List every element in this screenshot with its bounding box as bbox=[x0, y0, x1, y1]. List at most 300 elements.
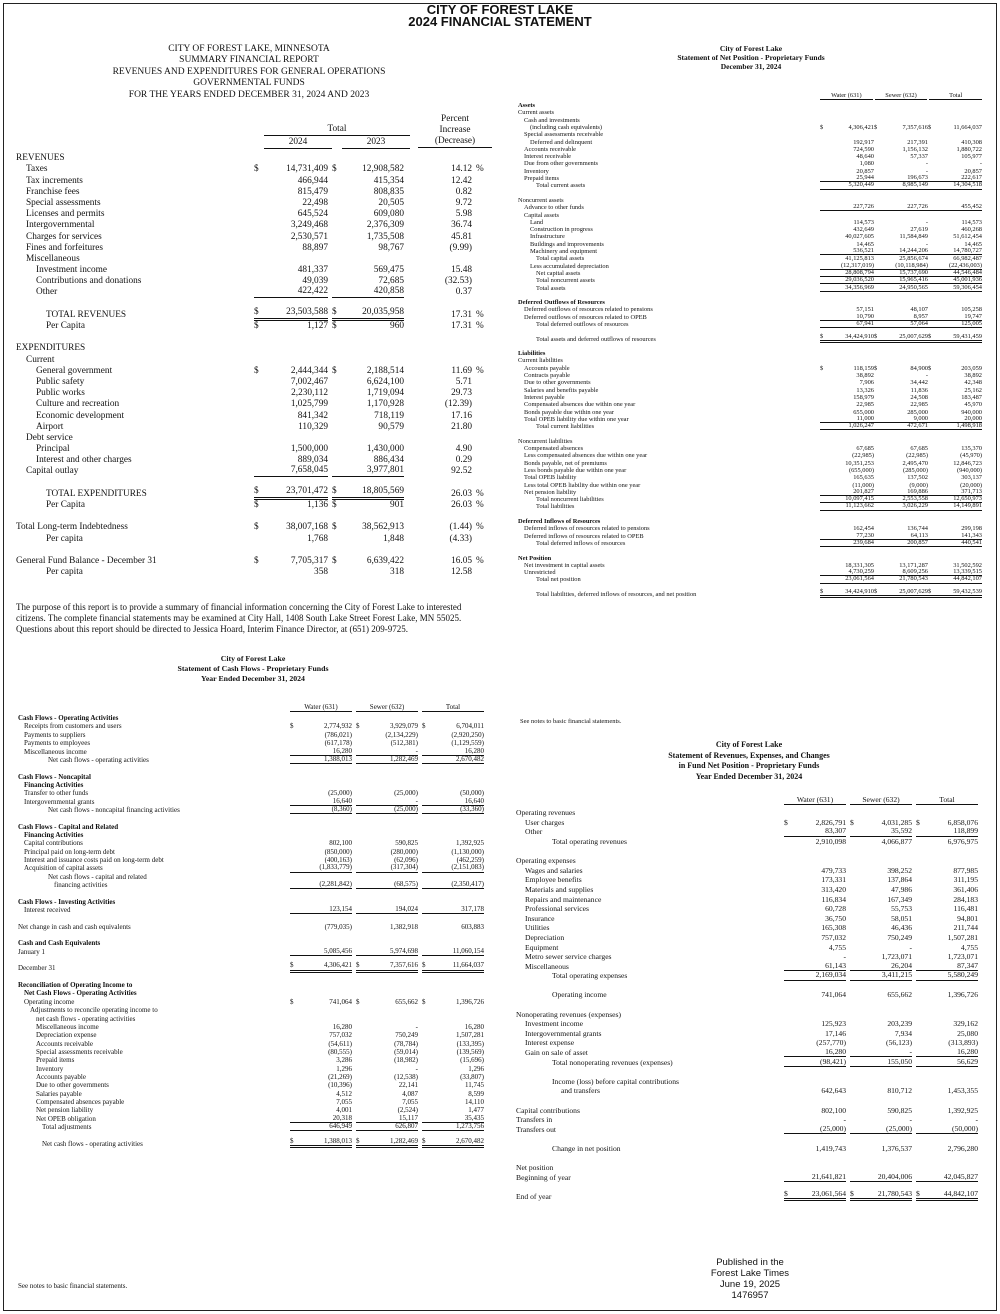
cashflows-value: (2,524) bbox=[397, 1106, 418, 1115]
title-line-2: 2024 FINANCIAL STATEMENT bbox=[408, 14, 592, 29]
netpos-value: - bbox=[925, 167, 928, 175]
cashflows-value: (59,014) bbox=[394, 1047, 418, 1056]
revexp-row bbox=[516, 1163, 982, 1173]
value-2023: 569,475 bbox=[373, 265, 404, 276]
revexp-value-text: 6,858,076 bbox=[947, 817, 978, 827]
dollar-sign: $ bbox=[254, 555, 259, 566]
cashflows-value: 16,280 bbox=[332, 1022, 352, 1031]
revexp-row-label: Professional services bbox=[525, 904, 589, 914]
revexp-value-text: 21,780,543 bbox=[877, 1188, 912, 1198]
netpos-value: 299,198 bbox=[961, 525, 982, 533]
revexp-value: 802,100 bbox=[821, 1105, 846, 1115]
value-2024: 7,002,467 bbox=[290, 376, 328, 387]
value-2023: 415,354 bbox=[373, 175, 404, 186]
netpos-row-label: Net pension liability bbox=[524, 488, 577, 496]
value-2023: 20,035,958 bbox=[342, 307, 404, 321]
cashflows-row bbox=[18, 1081, 488, 1089]
rev-exp-rows bbox=[516, 808, 982, 1201]
cashflows-value: 1,296 bbox=[336, 1064, 352, 1073]
value-2024: 815,479 bbox=[297, 186, 328, 197]
netpos-value: 13,339,515 bbox=[928, 568, 982, 576]
value-2023: 808,835 bbox=[373, 186, 404, 197]
cashflows-value: (18,982) bbox=[394, 1056, 418, 1065]
revexp-value: 167,349 bbox=[887, 894, 912, 904]
cashflows-value: 1,382,918 bbox=[390, 922, 418, 931]
cashflows-value-text: 741,064 bbox=[329, 997, 352, 1006]
value-2024: 2,444,344 bbox=[290, 365, 328, 376]
netpos-value: 8,985,149 bbox=[874, 181, 928, 189]
netpos-row-label: Bonds payable, net of premiums bbox=[524, 459, 607, 467]
dollar-sign: $ bbox=[332, 164, 337, 175]
cashflows-row bbox=[18, 1006, 488, 1014]
value-2024: 466,944 bbox=[297, 175, 328, 186]
netpos-value bbox=[928, 588, 982, 598]
dollar-sign: $ bbox=[874, 332, 878, 340]
dollar-sign: $ bbox=[422, 961, 426, 970]
cashflows-value: (50,000) bbox=[460, 789, 484, 798]
summary-row-label: Licenses and permits bbox=[26, 209, 105, 220]
value-2024: 841,342 bbox=[297, 410, 328, 421]
netpos-value: (10,118,984) bbox=[874, 262, 928, 270]
revexp-value: 16,280 bbox=[916, 1047, 978, 1057]
revexp-value: 20,404,006 bbox=[850, 1172, 912, 1182]
netpos-row bbox=[518, 379, 982, 386]
revexp-row bbox=[516, 933, 982, 943]
dollar-sign: $ bbox=[422, 1136, 426, 1145]
netpos-row-label: Total liabilities bbox=[536, 503, 575, 511]
cashflows-value: 35,435 bbox=[422, 1114, 484, 1123]
netpos-value: - bbox=[925, 218, 928, 226]
netpos-value: 114,573 bbox=[961, 218, 982, 226]
netpos-row bbox=[518, 452, 982, 459]
percent-change: 21.80 bbox=[451, 421, 472, 432]
value-2024: 22,498 bbox=[302, 197, 328, 208]
dollar-sign: $ bbox=[254, 307, 264, 321]
value-2024: 1,127 bbox=[307, 321, 328, 332]
dollar-sign: $ bbox=[254, 365, 259, 376]
netpos-row bbox=[518, 248, 982, 255]
revexp-row bbox=[516, 952, 982, 962]
revexp-value: 2,169,034 bbox=[784, 970, 846, 980]
net-position-header-line: City of Forest Lake bbox=[719, 44, 783, 53]
summary-row bbox=[16, 399, 494, 410]
netpos-value: 67,941 bbox=[820, 320, 874, 328]
cashflows-row bbox=[18, 1023, 488, 1031]
summary-row-label: Per capita bbox=[46, 567, 83, 578]
revexp-row-label: Nonoperating revenues (expenses) bbox=[516, 1009, 622, 1019]
col-water: Water (631) bbox=[784, 795, 846, 805]
cashflows-value: 123,154 bbox=[290, 905, 352, 914]
netpos-value: 67,685 bbox=[856, 445, 874, 453]
percent-change: (1.44) bbox=[449, 522, 472, 533]
netpos-row-label: Noncurrent liabilities bbox=[518, 437, 573, 445]
revexp-value: 1,453,355 bbox=[947, 1086, 978, 1096]
cashflows-value: 5,974,698 bbox=[356, 947, 418, 956]
cashflows-value: (21,269) bbox=[328, 1072, 352, 1081]
revexp-row-label: Metro sewer service charges bbox=[525, 952, 612, 962]
netpos-row-label: Interest payable bbox=[524, 393, 565, 401]
dollar-sign: $ bbox=[332, 365, 337, 376]
revexp-row-label: Equipment bbox=[525, 942, 559, 952]
netpos-row-label: Liabilities bbox=[518, 350, 546, 358]
netpos-row-label: Machinery and equipment bbox=[530, 248, 598, 256]
summary-row bbox=[16, 306, 494, 321]
cashflows-value: 16,640 bbox=[290, 797, 352, 806]
revexp-row bbox=[516, 837, 982, 847]
value-2024: 23,701,472 bbox=[264, 486, 328, 500]
percent-change: (12.39) bbox=[444, 399, 472, 410]
revexp-row-label: Total nonoperating revenues (expenses) bbox=[552, 1057, 673, 1067]
netpos-value: 9,000 bbox=[874, 415, 928, 423]
value-2024: 110,329 bbox=[298, 421, 328, 432]
netpos-value: 192,917 bbox=[853, 138, 874, 146]
summary-row bbox=[16, 556, 494, 567]
summary-row bbox=[16, 366, 494, 377]
cashflows-row-label: Accounts payable bbox=[36, 1072, 86, 1081]
netpos-value: 20,857 bbox=[856, 167, 874, 175]
document-title bbox=[0, 4, 1000, 28]
dollar-sign: $ bbox=[254, 321, 259, 332]
netpos-value: 137,502 bbox=[907, 474, 928, 482]
value-2023: 609,080 bbox=[373, 209, 404, 220]
netpos-value: 440,541 bbox=[928, 539, 982, 547]
cash-flows-col-headers bbox=[18, 702, 488, 712]
netpos-value: 162,454 bbox=[853, 525, 874, 533]
summary-row bbox=[16, 354, 494, 365]
dollar-sign: $ bbox=[874, 587, 878, 595]
netpos-value: 15,737,690 bbox=[874, 269, 928, 277]
revexp-value-text: 44,842,107 bbox=[943, 1188, 978, 1198]
cashflows-row bbox=[18, 998, 488, 1006]
netpos-value: 8,609,256 bbox=[874, 568, 928, 576]
cashflows-row-label: Net cash flows - operating activities bbox=[48, 755, 149, 764]
netpos-value: 105,977 bbox=[961, 153, 982, 161]
netpos-row bbox=[518, 299, 982, 306]
col-water: Water (631) bbox=[290, 703, 352, 712]
cashflows-row bbox=[18, 781, 488, 789]
netpos-row-label: Total OPEB liability bbox=[524, 474, 577, 482]
revexp-value: 25,080 bbox=[957, 1028, 978, 1038]
netpos-value: 1,156,132 bbox=[902, 145, 928, 153]
cashflows-row-label: Compensated absences payable bbox=[36, 1097, 125, 1106]
cashflows-row-label: Net cash flows - operating activities bbox=[42, 1139, 143, 1148]
netpos-value-text: 7,357,616 bbox=[902, 123, 928, 131]
netpos-value: 14,780,727 bbox=[928, 247, 982, 255]
netpos-value: 169,886 bbox=[874, 488, 928, 496]
revexp-value: 118,899 bbox=[916, 826, 978, 836]
cashflows-value-text: 2,670,482 bbox=[456, 1136, 484, 1145]
revexp-row bbox=[516, 981, 982, 991]
netpos-value: 201,827 bbox=[820, 488, 874, 496]
revexp-row bbox=[516, 827, 982, 837]
netpos-row bbox=[518, 182, 982, 189]
cashflows-value: (68,575) bbox=[356, 880, 418, 889]
revexp-row bbox=[516, 971, 982, 981]
revexp-value-text: 23,061,564 bbox=[811, 1188, 846, 1198]
summary-row bbox=[16, 187, 494, 198]
netpos-row-label: Deferred Inflows of Resources bbox=[518, 518, 601, 526]
value-2024: 14,731,409 bbox=[286, 164, 328, 175]
netpos-value: 11,000 bbox=[820, 415, 874, 423]
summary-row-label: EXPENDITURES bbox=[16, 343, 86, 354]
cashflows-row-label: Miscellaneous income bbox=[24, 747, 87, 756]
netpos-row bbox=[518, 350, 982, 357]
netpos-value: 22,985 bbox=[856, 401, 874, 409]
netpos-row bbox=[518, 332, 982, 343]
value-2024: 1,136 bbox=[307, 500, 328, 511]
value-2023: 1,430,000 bbox=[366, 444, 404, 455]
revexp-row bbox=[516, 990, 982, 1000]
dollar-sign: $ bbox=[850, 817, 854, 827]
cashflows-row-label: Net cash flows - capital and related bbox=[48, 872, 147, 881]
cashflows-row-label: financing activities bbox=[54, 881, 108, 890]
revexp-value: 877,985 bbox=[953, 865, 978, 875]
netpos-value: 38,892 bbox=[856, 372, 874, 380]
value-2023: 1,848 bbox=[383, 533, 404, 544]
netpos-value: 4,730,259 bbox=[820, 568, 874, 576]
pct-header-line: Percent bbox=[441, 114, 469, 125]
netpos-row-label: Due from other governments bbox=[524, 160, 599, 168]
cashflows-row bbox=[18, 973, 488, 981]
netpos-value: (12,317,019) bbox=[820, 262, 874, 270]
cashflows-value-text: 4,306,421 bbox=[324, 961, 352, 970]
netpos-value: 24,950,565 bbox=[874, 284, 928, 292]
summary-row-label: Per Capita bbox=[46, 500, 85, 511]
netpos-value: 11,123,662 bbox=[820, 502, 874, 510]
revexp-value: 479,733 bbox=[821, 865, 846, 875]
netpos-value: 27,619 bbox=[910, 226, 928, 234]
revexp-row-label: Operating income bbox=[552, 990, 607, 1000]
cashflows-value: 4,087 bbox=[402, 1089, 418, 1098]
revexp-value: 810,712 bbox=[887, 1086, 912, 1096]
revexp-row-label: End of year bbox=[516, 1191, 552, 1201]
cashflows-row bbox=[18, 1073, 488, 1081]
summary-row-label: Miscellaneous bbox=[26, 253, 80, 264]
netpos-row bbox=[518, 138, 982, 145]
rev-exp-col-headers bbox=[516, 794, 982, 805]
net-position-col-headers bbox=[518, 91, 982, 100]
cashflows-row-label: Interest received bbox=[24, 906, 71, 915]
cashflows-value: (25,000) bbox=[356, 805, 418, 814]
cashflows-value: 1,282,469 bbox=[356, 755, 418, 764]
revexp-row bbox=[516, 914, 982, 924]
dollar-sign: $ bbox=[820, 123, 824, 131]
netpos-value-text: 4,306,421 bbox=[848, 123, 874, 131]
summary-row-label: Public safety bbox=[36, 376, 85, 387]
cashflows-value: (80,555) bbox=[328, 1047, 352, 1056]
summary-row bbox=[16, 209, 494, 220]
cashflows-value: 20,318 bbox=[290, 1114, 352, 1123]
cashflows-value: (25,000) bbox=[328, 789, 352, 798]
netpos-row bbox=[518, 547, 982, 554]
dollar-sign: $ bbox=[356, 961, 360, 970]
value-2023: 20,505 bbox=[378, 197, 404, 208]
value-2024: 889,034 bbox=[297, 455, 328, 466]
col-total: Total bbox=[916, 795, 978, 805]
value-2023: 1,719,094 bbox=[366, 388, 404, 399]
revexp-row bbox=[516, 856, 982, 866]
netpos-value: 1,880,722 bbox=[956, 145, 982, 153]
netpos-value: 57,151 bbox=[856, 306, 874, 314]
netpos-value: - bbox=[979, 160, 982, 168]
revexp-value: 4,755 bbox=[828, 942, 846, 952]
year-2024-header: 2024 bbox=[264, 137, 332, 149]
cashflows-value: (617,178) bbox=[324, 739, 352, 748]
cashflows-value: 11,745 bbox=[465, 1081, 484, 1090]
cashflows-value: 590,825 bbox=[395, 839, 418, 848]
cashflows-value: 1,296 bbox=[468, 1064, 484, 1073]
summary-row bbox=[16, 422, 494, 433]
value-2023: 18,805,569 bbox=[342, 486, 404, 500]
cashflows-row-label: Cash Flows - Noncapital bbox=[18, 772, 91, 781]
cashflows-value: (10,396) bbox=[328, 1081, 352, 1090]
netpos-row-label: Inventory bbox=[524, 167, 549, 175]
revexp-value: (50,000) bbox=[916, 1124, 978, 1134]
cashflows-value: (33,807) bbox=[460, 1072, 484, 1081]
dollar-sign: $ bbox=[290, 722, 294, 731]
netpos-value: 135,370 bbox=[961, 445, 982, 453]
cashflows-value bbox=[290, 998, 352, 1006]
cashflows-row-label: net cash flows - operating activities bbox=[36, 1014, 136, 1023]
revexp-row-label: Total operating revenues bbox=[552, 836, 627, 846]
revexp-value: 1,392,925 bbox=[947, 1105, 978, 1115]
revexp-value: 116,481 bbox=[953, 904, 978, 914]
netpos-row-label: Less total OPEB liability due within one year bbox=[524, 481, 641, 489]
cashflows-value: - bbox=[415, 1022, 418, 1031]
netpos-value: (45,970) bbox=[960, 452, 982, 460]
cashflows-value: 8,599 bbox=[468, 1089, 484, 1098]
cashflows-row bbox=[18, 1048, 488, 1056]
netpos-value bbox=[928, 333, 982, 343]
cashflows-row-label: Cash Flows - Operating Activities bbox=[18, 714, 119, 723]
summary-row-label: Charges for services bbox=[26, 231, 102, 242]
revexp-row bbox=[516, 1173, 982, 1183]
netpos-value: 1,080 bbox=[859, 160, 874, 168]
summary-row bbox=[16, 433, 494, 444]
dollar-sign: $ bbox=[332, 555, 337, 566]
dollar-sign: $ bbox=[820, 332, 824, 340]
revexp-value: 87,347 bbox=[916, 961, 978, 971]
netpos-value: 24,508 bbox=[910, 393, 928, 401]
revexp-row bbox=[516, 1182, 982, 1192]
revexp-row-label: Wages and salaries bbox=[525, 865, 583, 875]
netpos-row bbox=[518, 204, 982, 211]
cashflows-value: 22,141 bbox=[398, 1081, 418, 1090]
cashflows-row bbox=[18, 756, 488, 764]
netpos-row bbox=[518, 109, 982, 116]
cashflows-value: 194,024 bbox=[356, 905, 418, 914]
revexp-value bbox=[850, 1189, 912, 1201]
revexp-value: 313,420 bbox=[821, 884, 846, 894]
revexp-value: 284,183 bbox=[953, 894, 978, 904]
cashflows-value-text: 2,774,932 bbox=[324, 722, 352, 731]
summary-row bbox=[16, 466, 494, 477]
summary-row bbox=[16, 243, 494, 254]
percent-change: (32.53) bbox=[444, 276, 472, 287]
netpos-value bbox=[874, 365, 928, 372]
netpos-row bbox=[518, 124, 982, 131]
netpos-row bbox=[518, 284, 982, 291]
netpos-value: 28,808,794 bbox=[820, 269, 874, 277]
percent-change: 15.48 bbox=[451, 265, 472, 276]
netpos-row bbox=[518, 292, 982, 299]
revexp-row bbox=[516, 942, 982, 952]
netpos-value: 20,000 bbox=[928, 415, 982, 423]
cashflows-row-label: Salaries payable bbox=[36, 1089, 82, 1098]
cashflows-row bbox=[18, 848, 488, 856]
revexp-row-label: Miscellaneous bbox=[525, 961, 569, 971]
summary-row-label: TOTAL EXPENDITURES bbox=[46, 488, 147, 499]
revexp-row-label: Utilities bbox=[525, 923, 550, 933]
netpos-value: 655,000 bbox=[853, 408, 874, 416]
cashflows-row bbox=[18, 931, 488, 939]
cash-flows-header-line: Year Ended December 31, 2024 bbox=[201, 674, 305, 683]
published-line: June 19, 2025 bbox=[719, 1279, 781, 1290]
revexp-value: - bbox=[909, 942, 912, 952]
cashflows-row bbox=[18, 1056, 488, 1064]
cashflows-value: (25,000) bbox=[394, 789, 418, 798]
netpos-row-label: Bonds payable due within one year bbox=[524, 408, 614, 416]
revexp-row bbox=[516, 1057, 982, 1067]
percent-change: 36.74 bbox=[451, 220, 472, 231]
cashflows-row-label: January 1 bbox=[18, 947, 46, 956]
netpos-row bbox=[518, 233, 982, 240]
revexp-value: 94,801 bbox=[957, 913, 978, 923]
netpos-value: 1,498,918 bbox=[928, 422, 982, 430]
cashflows-value bbox=[356, 961, 418, 972]
percent-change: 92.52 bbox=[451, 466, 472, 477]
cashflows-value-text: 3,929,079 bbox=[390, 722, 418, 731]
revexp-value: 116,834 bbox=[821, 894, 846, 904]
netpos-value bbox=[874, 588, 928, 598]
netpos-value bbox=[928, 365, 982, 372]
value-2023: 960 bbox=[390, 321, 404, 332]
netpos-row bbox=[518, 401, 982, 408]
dollar-sign: $ bbox=[916, 817, 920, 827]
netpos-value: (22,436,003) bbox=[928, 262, 982, 270]
revexp-value: (98,421) bbox=[784, 1057, 846, 1067]
dollar-sign: $ bbox=[332, 500, 337, 511]
cashflows-row-label: Payments to suppliers bbox=[24, 730, 86, 739]
cashflows-row-label: Due to other governments bbox=[36, 1081, 109, 1090]
netpos-row-label: Interest receivable bbox=[524, 153, 572, 161]
summary-row bbox=[16, 511, 494, 522]
cash-flows-header bbox=[18, 654, 488, 684]
cashflows-value-text: 6,704,011 bbox=[456, 722, 484, 731]
rev-exp-header-line: Year Ended December 31, 2024 bbox=[695, 771, 803, 781]
revexp-row bbox=[516, 923, 982, 933]
summary-row bbox=[16, 500, 494, 511]
netpos-row-label: Accounts receivable bbox=[524, 145, 576, 153]
dollar-sign: $ bbox=[332, 486, 342, 500]
netpos-row bbox=[518, 153, 982, 160]
netpos-value: 10,097,415 bbox=[820, 495, 874, 503]
netpos-value: 227,726 bbox=[820, 203, 874, 211]
netpos-value: 14,304,518 bbox=[928, 181, 982, 189]
percent-change: 9.72 bbox=[455, 197, 472, 208]
value-2023: 318 bbox=[390, 567, 404, 578]
summary-row-label: Contributions and donations bbox=[36, 276, 142, 287]
revexp-value: (56,123) bbox=[886, 1038, 912, 1048]
cashflows-value: (54,611) bbox=[328, 1039, 352, 1048]
netpos-row bbox=[518, 190, 982, 197]
net-position-rows bbox=[518, 102, 982, 598]
revexp-value: 590,825 bbox=[887, 1105, 912, 1115]
revexp-value: 398,252 bbox=[887, 865, 912, 875]
revexp-value: 3,411,215 bbox=[850, 970, 912, 980]
cashflows-row-label: Financing Activities bbox=[24, 780, 84, 789]
cashflows-row-label: Net change in cash and cash equivalents bbox=[18, 922, 131, 931]
